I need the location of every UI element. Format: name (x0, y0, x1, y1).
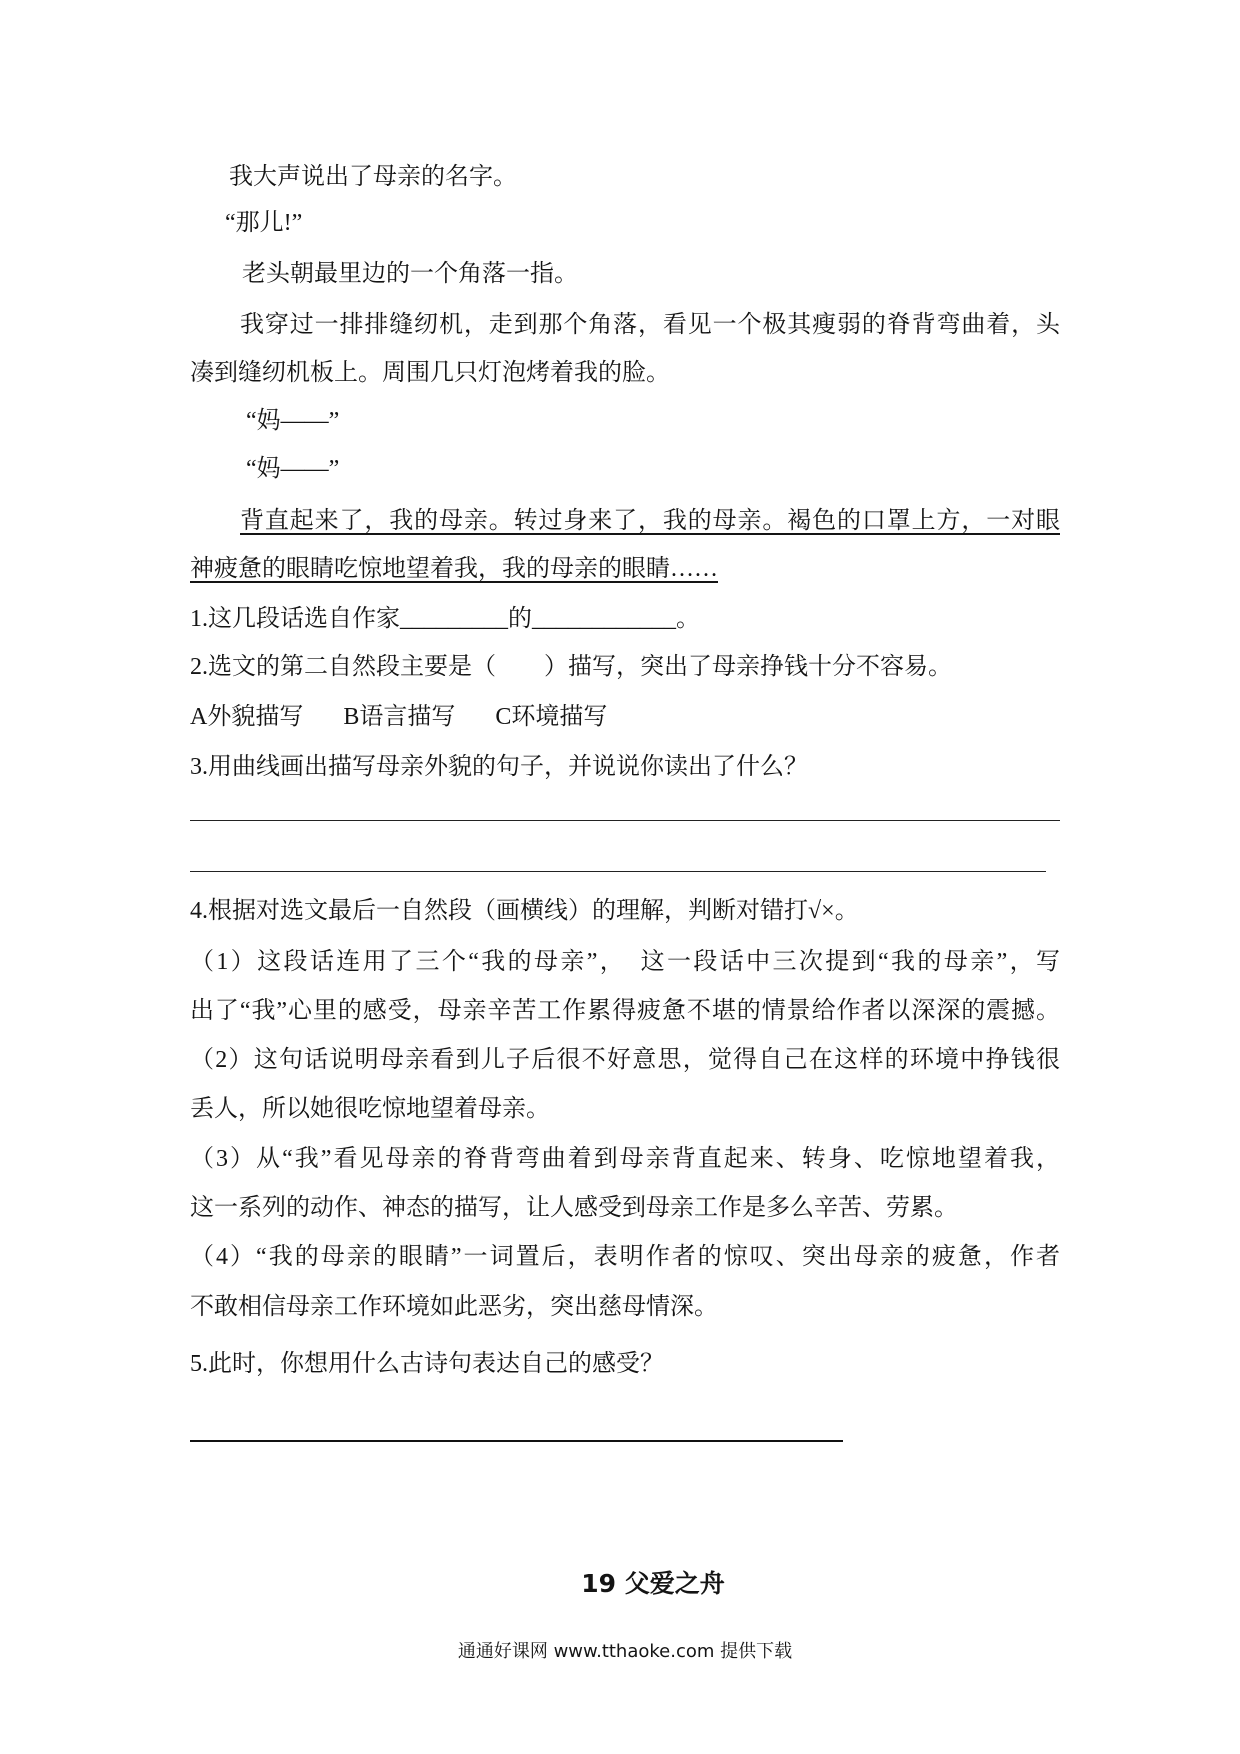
question-1: 1.这几段话选自作家_________的____________。 (190, 606, 700, 632)
passage-line-3: 老头朝最里边的一个角落一指。 (242, 261, 578, 287)
question-4-item-2-line-2: 丢人，所以她很吃惊地望着母亲。 (190, 1096, 550, 1122)
question-4-stem: 4.根据对选文最后一自然段（画横线）的理解，判断对错打√×。 (190, 898, 859, 924)
answer-line (190, 871, 1046, 872)
question-3: 3.用曲线画出描写母亲外貌的句子，并说说你读出了什么？ (190, 754, 808, 780)
passage-line-7: “妈——” (246, 456, 340, 482)
option-c: C环境描写 (495, 704, 608, 730)
page-footer: 通通好课网 www.tthaoke.com 提供下载 (457, 1641, 793, 1662)
passage-line-4: 我穿过一排排缝纫机，走到那个角落，看见一个极其瘦弱的脊背弯曲着，头 (240, 312, 1060, 338)
passage-line-5: 凑到缝纫机板上。周围几只灯泡烤着我的脸。 (190, 360, 670, 386)
answer-line (190, 820, 1060, 821)
next-lesson-title: 19 父爱之舟 (581, 1569, 725, 1598)
passage-line-1: 我大声说出了母亲的名字。 (229, 164, 517, 190)
option-a: A外貌描写 (190, 704, 304, 730)
question-4-item-3-line-1: （3）从“我”看见母亲的脊背弯曲着到母亲背直起来、转身、吃惊地望着我， (190, 1146, 1060, 1172)
option-b: B语言描写 (343, 704, 456, 730)
question-5: 5.此时，你想用什么古诗句表达自己的感受？ (190, 1351, 664, 1377)
passage-underlined-line-2: 神疲惫的眼睛吃惊地望着我，我的母亲的眼睛…… (190, 556, 718, 582)
passage-line-2: “那儿!” (225, 210, 303, 236)
passage-line-6: “妈——” (246, 408, 340, 434)
passage-underlined-line-1: 背直起来了，我的母亲。转过身来了，我的母亲。褐色的口罩上方，一对眼 (240, 508, 1060, 534)
answer-line (190, 1440, 843, 1442)
question-4-item-4-line-1: （4）“我的母亲的眼睛”一词置后，表明作者的惊叹、突出母亲的疲惫，作者 (190, 1244, 1060, 1270)
question-2-options (190, 702, 647, 732)
question-4-item-1-line-1: （1）这段话连用了三个“我的母亲”， 这一段话中三次提到“我的母亲”，写 (190, 949, 1060, 975)
question-4-item-2-line-1: （2）这句话说明母亲看到儿子后很不好意思，觉得自己在这样的环境中挣钱很 (190, 1047, 1060, 1073)
question-4-item-3-line-2: 这一系列的动作、神态的描写，让人感受到母亲工作是多么辛苦、劳累。 (190, 1195, 958, 1221)
question-4-item-4-line-2: 不敢相信母亲工作环境如此恶劣，突出慈母情深。 (190, 1294, 718, 1320)
question-4-item-1-line-2: 出了“我”心里的感受，母亲辛苦工作累得疲惫不堪的情景给作者以深深的震撼。 (190, 998, 1060, 1024)
question-2-stem: 2.选文的第二自然段主要是（ ）描写，突出了母亲挣钱十分不容易。 (190, 654, 952, 680)
